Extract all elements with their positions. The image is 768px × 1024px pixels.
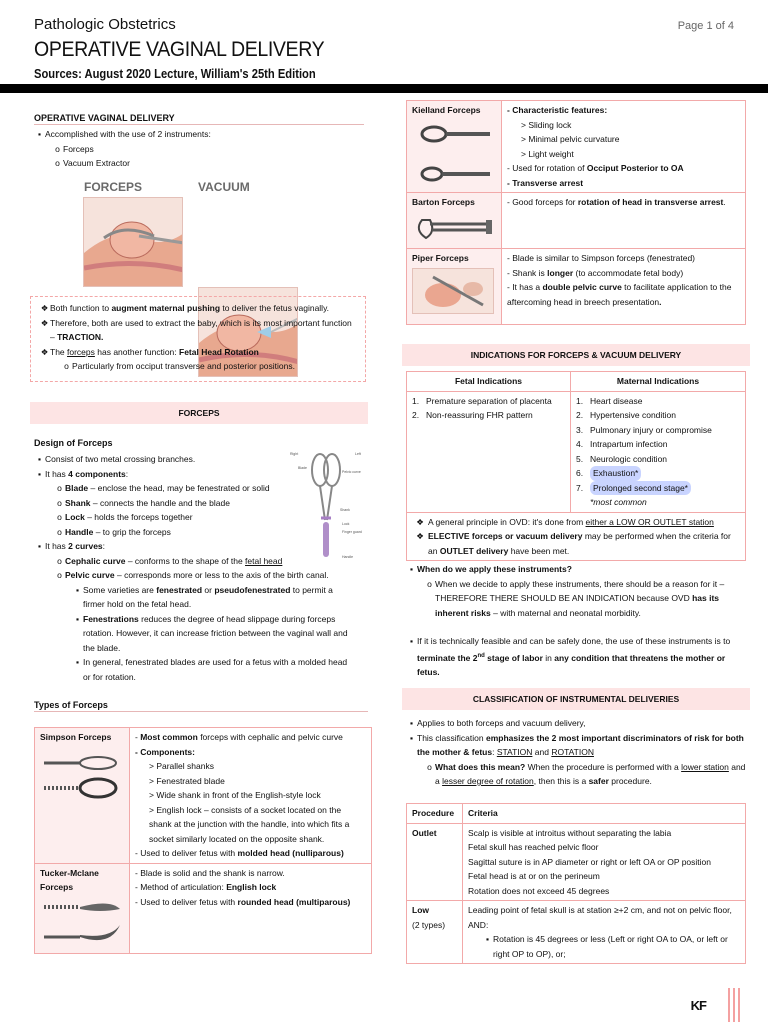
low-cell: Low (2 types) (407, 901, 463, 964)
tucker-details-cell: - Blade is solid and the shank is narrow. - Method of articulation: English lock - Used to deliver fetus with rounded head (multiparous) (130, 863, 372, 953)
figure-label-forceps: FORCEPS (84, 180, 143, 194)
barton-details-cell: - Good forceps for rotation of head in transverse arrest. (502, 193, 746, 249)
classification-band: CLASSIFICATION OF INSTRUMENTAL DELIVERIES (402, 688, 750, 710)
header-divider (0, 84, 768, 93)
outlet-cell: Outlet (407, 823, 463, 901)
when-to-apply-section: ▪ When do we apply these instruments? o When we decide to apply these instruments, there should be a reason for it – THEREFORE THERE SHOULD BE AN INDICATION because OVD has its inherent risks – with maternal and neonatal morbidity. ▪ If it is technically feasible and can be safely done, the use of these instruments is to terminate the 2nd stage of labor in any condition that threatens the mother or fetus. (409, 564, 731, 677)
kielland-details-cell: - Characteristic features: > Sliding lock > Minimal pelvic curvature > Light weight - Used for rotation of Occiput Posterior to OA - Transverse arrest (502, 101, 746, 193)
footer-mark: KF (690, 998, 706, 1013)
diagram-label-finger-guard: Finger guard (342, 530, 362, 534)
intro-title: OPERATIVE VAGINAL DELIVERY (34, 113, 175, 123)
forceps-types-table-right (406, 100, 746, 325)
subject-heading: Pathologic Obstetrics (34, 16, 176, 33)
fetal-indications-cell: 1. Premature separation of placenta 2. Non-reassuring FHR pattern (407, 391, 571, 512)
diagram-label-lock: Lock (342, 522, 350, 526)
tucker-name-cell: Tucker-Mclane Forceps (35, 863, 130, 953)
intro-rule (34, 124, 364, 125)
diagram-label-blade: Blade (298, 466, 307, 470)
barton-name-cell: Barton Forceps (407, 193, 502, 249)
simpson-forceps-image (40, 753, 122, 803)
classification-notes: ▪ Applies to both forceps and vacuum delivery, ▪ This classification emphasizes the 2 most important discriminators of risk for both the mother & fetus: STATION and ROTATION o What does this mean? When the procedure is performed with a lower station and a lesser degree of rotation, then this is a safer procedure. (409, 718, 746, 786)
kielland-name-cell: Kielland Forceps (407, 101, 502, 193)
barton-forceps-image (412, 210, 496, 244)
diagram-label-right: Right (290, 452, 299, 456)
figure-label-vacuum: VACUUM (198, 180, 250, 194)
diagram-label-pelvic-curve: Pelvic curve (342, 470, 361, 474)
footer-decoration (728, 988, 740, 1022)
page-number: Page 1 of 4 (677, 20, 734, 32)
piper-name-cell: Piper Forceps (407, 249, 502, 325)
diagram-label-left: Left (355, 452, 361, 456)
traction-note-box: ❖ Both function to augment maternal pushing to deliver the fetus vaginally. ❖ Therefore, both are used to extract the baby, which is its most important function – TRACTION. ❖ The forceps has another function: Fetal Head Rotation o Particularly from occiput transverse and posterior positions. (30, 296, 366, 382)
intro-list: ▪ Accomplished with the use of 2 instruments: o Forceps o Vacuum Extractor (37, 129, 211, 168)
piper-details-cell: - Blade is similar to Simpson forceps (fenestrated) - Shank is longer (to accommodate fetal body) - It has a double pelvic curve to facilitate application to the aftercoming head in breech presentation. (502, 249, 746, 325)
simpson-name-cell: Simpson Forceps (35, 728, 130, 864)
criteria-header: Criteria (463, 804, 746, 824)
indications-band: INDICATIONS FOR FORCEPS & VACUUM DELIVERY (402, 344, 750, 366)
indications-table (406, 371, 746, 561)
forceps-section-band: FORCEPS (30, 402, 368, 424)
types-rule (34, 711, 368, 712)
classification-table (406, 803, 746, 964)
diagram-label-handle: Handle (342, 555, 354, 559)
fetal-indications-header: Fetal Indications (407, 372, 571, 392)
kielland-forceps-image (412, 118, 492, 188)
forceps-illustration (83, 197, 183, 287)
procedure-header: Procedure (407, 804, 463, 824)
page-title: OPERATIVE VAGINAL DELIVERY (34, 38, 325, 61)
ovd-principles-cell: ❖ A general principle in OVD: it's done from either a LOW OR OUTLET station ❖ ELECTIVE forceps or vacuum delivery may be performed when the criteria for an OUTLET delivery have been met. (407, 512, 746, 561)
design-title: Design of Forceps (34, 438, 113, 448)
low-criteria-cell: Leading point of fetal skull is at station ≥+2 cm, and not on pelvic floor, AND: ▪ Rotation is 45 degrees or less (Left or right OA to OA, or left or right OP to OP), or; (463, 901, 746, 964)
outlet-criteria-cell: Scalp is visible at introitus without separating the labia Fetal skull has reached pelvic floor Sagittal suture is in AP diameter or right or left OA or OP position Fetal head is at or on the perineum Rotation does not exceed 45 degrees (463, 823, 746, 901)
sources-line: Sources: August 2020 Lecture, William's 25th Edition (34, 66, 316, 81)
tucker-forceps-image (40, 899, 122, 949)
forceps-types-table-left (34, 727, 372, 954)
design-list: ▪ Consist of two metal crossing branches. ▪ It has 4 components: o Blade – enclose the head, may be fenestrated or solid o Shank – connects the handle and the blade o Lock – holds the forceps together o Handle – to grip the forceps ▪ It has 2 curves: o Cephalic curve – conforms to the shape of the fetal head o Pelvic curve – corresponds more or less to the axis of the birth canal. ▪ Some varieties are fenestrated or pseudofenestrated to permit a firmer hold on the fetal head. ▪ Fenestrations reduces the degree of head slippage during forceps rotation. However, it can increase friction between the vaginal wall and the blade. ▪ In general, fenestrated blades are used for a fetus with a molded head or for rotation. (37, 454, 348, 682)
diagram-label-shank: Shank (340, 508, 350, 512)
maternal-indications-cell: 1. Heart disease 2. Hypertensive condition 3. Pulmonary injury or compromise 4. Intrapartum infection 5. Neurologic condition 6. Exhaustion* 7. Prolonged second stage* *most common (571, 391, 746, 512)
piper-forceps-image (412, 268, 494, 314)
maternal-indications-header: Maternal Indications (571, 372, 746, 392)
simpson-details-cell: - Most common forceps with cephalic and pelvic curve - Components: > Parallel shanks > Fenestrated blade > Wide shank in front of the English-style lock > English lock – consists of a socket located on the shank at the junction with the handle, into which fits a socket similarly located on the opposite shank. - Used to deliver fetus with molded head (nulliparous) (130, 728, 372, 864)
types-title: Types of Forceps (34, 700, 108, 710)
